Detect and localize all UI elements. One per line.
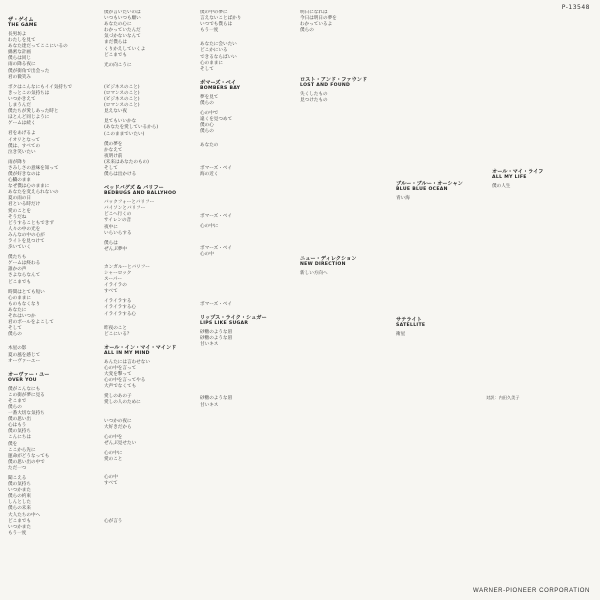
lyric-line: 甘いキス [200, 342, 219, 348]
lyric-line: 心臓のまま [8, 178, 31, 184]
lyric-line: ゲームは終わる [8, 261, 41, 267]
lyric-line: こんにちは [8, 435, 31, 441]
lyric-line: あなたに [8, 307, 27, 313]
lyric-line: 誰かの声 [8, 267, 27, 273]
lyric-line: ほとんど同じように [8, 115, 50, 121]
stanza-gap [200, 485, 292, 489]
lyric-line: (未来はあなたのもの) [104, 159, 149, 165]
lyric-line: できるならばいい [200, 54, 237, 60]
stanza-gap [104, 549, 196, 553]
lyric-line: (このままでいたい) [104, 131, 145, 137]
lyric-line: 運命がどうなっても [8, 453, 50, 459]
stanza-gap [300, 66, 392, 70]
lyric-line: 大人たちの中へ [8, 512, 41, 518]
lyric-line: しんとした [8, 500, 31, 506]
lyric-line: イオリとなって [8, 137, 41, 143]
lyric-line: 新しい方向へ [300, 270, 328, 276]
lyric-line: そこまで [8, 398, 27, 404]
lyric-line: 僕らの約束 [8, 494, 31, 500]
lyric-line: イライラの [104, 283, 127, 289]
lyric-line: 心の中 [104, 475, 118, 481]
lyric-line: もう一度 [8, 530, 27, 536]
lyric-line: わかっていたんだ [104, 28, 141, 34]
lyric-column-1 [8, 10, 100, 578]
lyric-line: 心のままに [8, 295, 31, 301]
lyric-line: (ロマンスのこと) [104, 90, 140, 96]
lyric-line: いつもいつも願い [104, 16, 141, 22]
lyric-column-3 [200, 10, 292, 578]
song-title-en: LIPS LIKE SUGAR [200, 321, 249, 327]
lyric-line: 僕が街角で出会った [8, 68, 50, 74]
lyric-line: 僕の中の夢に [200, 10, 228, 15]
stanza-gap [396, 398, 488, 402]
lyric-line: 僕の人生 [492, 184, 511, 189]
lyric-line: 人々の中の光を [8, 226, 41, 232]
lyric-line: 大好きだから [104, 424, 132, 430]
stanza-gap [492, 294, 584, 298]
stanza-gap [492, 158, 584, 162]
lyric-line: 衛星 [396, 332, 406, 338]
stanza-gap [396, 306, 488, 310]
lyric-line: 心の中に [104, 450, 123, 456]
lyric-line: 心の中に [200, 223, 219, 229]
lyric-line: ボマーズ・ベイ [200, 245, 232, 251]
lyric-line: イライラする心 [104, 305, 137, 311]
lyric-line: 僕が言いたいのは [104, 10, 141, 15]
lyric-line: どこまでも [104, 52, 127, 58]
lyric-line: スーパー [104, 277, 122, 283]
lyric-line: わたしを見て [8, 38, 36, 44]
lyric-line: 綿密な計画 [8, 50, 31, 56]
lyric-line: バイソンとバリフー [104, 206, 146, 212]
lyric-line: 昨夜のこと [104, 325, 127, 331]
lyric-line: 聞こえる [8, 476, 27, 481]
song-title-jp: ブルー・ブルー・オーシャン [396, 181, 463, 187]
lyric-line: サイレンの音 [104, 218, 132, 224]
lyric-column-5 [396, 10, 488, 578]
song-title-en: NEW DIRECTION [300, 261, 346, 267]
song-title-jp: オール・イン・マイ・マインド [104, 344, 177, 351]
lyric-line: それはいつか [8, 314, 36, 320]
song-title-jp: ロスト・アンド・ファウンド [300, 77, 368, 84]
lyric-line: 言えないことばかり [200, 16, 242, 22]
lyric-line: 泣き笑いたい [8, 149, 36, 155]
lyric-line: なぜ僕は心のままに [8, 184, 50, 190]
lyric-line: 僕らの [8, 332, 22, 338]
lyric-line: 愛のことを [8, 208, 31, 214]
lyric-line: ただ一つ [8, 465, 27, 471]
lyric-line: さよならなんて [8, 273, 41, 279]
lyric-line: 大変を撃って [104, 372, 132, 378]
song-title-jp: ザ・ゲイム [8, 17, 34, 23]
lyric-line: 僕の気持ち [8, 429, 31, 435]
lyric-line: そして [104, 165, 118, 171]
lyric-line: 見えない夜 [104, 109, 127, 115]
lyric-column-6 [492, 10, 584, 578]
lyric-line: イライラする [104, 299, 132, 305]
lyric-line: 僕の思い出の中で [8, 459, 45, 465]
lyric-line: 夜中に [104, 224, 118, 230]
song-title-en: BLUE BLUE OCEAN [396, 187, 448, 192]
lyric-line: 心が言う [104, 519, 123, 525]
stanza-gap [396, 170, 488, 174]
lyric-line: ゲームは続く [8, 121, 36, 127]
catalog-number: P-13548 [561, 4, 590, 11]
lyric-line: くりかえしていくよ [104, 46, 146, 52]
song-title-en: SATELLITE [396, 323, 426, 329]
lyric-line: (ビジネスのこと) [104, 84, 140, 90]
lyric-line: どこまでも [8, 279, 31, 285]
lyric-line: あなたの心に [104, 22, 132, 28]
lyric-line: ものもなくなり [8, 301, 41, 307]
song-title-jp: リップス・ライク・シュガー [200, 315, 267, 322]
lyric-line: 僕らは出かける [104, 172, 137, 178]
translator-credit: 対訳：内田久美子 [486, 395, 520, 400]
lyric-line: 木星の影 [8, 346, 27, 352]
lyric-line: 海の近く [200, 171, 219, 177]
lyric-line: 砂糖のような唇 [200, 330, 233, 336]
stanza-gap [300, 245, 392, 249]
lyric-line: 君の微笑み [8, 74, 31, 80]
lyric-line: 夜明け前 [104, 153, 123, 159]
lyric-line: 遠くを見つめて [200, 117, 233, 123]
lyric-line: 心のままに [200, 60, 223, 66]
lyric-line: 僕の心 [200, 123, 214, 129]
lyric-line: ボマーズ・ベイ [200, 213, 232, 219]
lyric-line: きっとこの気持ちは [8, 90, 50, 96]
lyric-line: 長男坊よ [8, 32, 27, 37]
lyric-line: どこへ行くの [104, 212, 132, 218]
lyric-line: 今日は明日の夢を [300, 16, 337, 22]
stanza-gap [300, 401, 392, 405]
song-title-en: BEDBUGS AND BALLYHOO [104, 191, 177, 197]
lyric-line: 雨が降り [8, 159, 27, 165]
lyric-line: ボクはこんなにもイイ気持ちで [8, 84, 73, 90]
lyric-column-2 [104, 10, 196, 578]
lyric-line: イライラする心 [104, 311, 137, 317]
lyric-line: かなえて [104, 147, 123, 153]
lyric-line: 僕が好きなのは [8, 171, 41, 177]
lyric-line: 愛しの人のために [104, 400, 141, 406]
lyric-line: 心の中で [200, 111, 219, 117]
lyric-line: 青い海 [396, 196, 410, 201]
song-title-en: ALL IN MY MIND [104, 350, 150, 356]
lyric-line: もう一度 [200, 28, 219, 34]
lyric-line: シャーロック [104, 271, 132, 276]
lyric-line: 光の向こうに [104, 62, 132, 68]
lyric-line: 甘いキス [200, 402, 219, 408]
lyric-line: 僕がこんなにも [8, 386, 41, 392]
lyric-line: 僕らの [300, 28, 314, 34]
lyric-line: いつかまた [8, 488, 31, 494]
lyric-line: あなた達だってここにいるの [8, 44, 68, 50]
song-title-jp: ベッドバグズ & バリフー [104, 185, 164, 192]
lyric-line: 砂糖のような唇 [200, 396, 233, 402]
lyric-column-4 [300, 10, 392, 578]
lyric-line: 愛しのあの子 [104, 394, 132, 400]
lyric-line: どこまでも [8, 518, 31, 524]
song-title-jp: ニュー・ディレクション [300, 255, 357, 262]
song-title-en: THE GAME [8, 23, 38, 28]
lyric-line: あなたを変えられないの [8, 190, 59, 196]
lyric-line: そして [200, 66, 214, 72]
lyric-line: 心の中 [200, 251, 214, 257]
lyric-line: 君をあげるよ [8, 131, 36, 137]
publisher-footer: WARNER-PIONEER CORPORATION [473, 588, 590, 594]
lyric-line: 僕らは [104, 240, 118, 246]
lyric-line: いつでも僕らは [200, 22, 233, 28]
lyric-line: この街が夢に見る [8, 392, 45, 398]
lyric-line: すべて [104, 289, 118, 295]
lyric-line: 僕の思い出 [8, 417, 31, 423]
lyric-line: 僕の気持ち [8, 482, 31, 488]
lyric-line: 僕らの [200, 100, 214, 106]
lyric-line: 雨の降る夜に [8, 62, 36, 68]
lyric-line: 僕の夢を [104, 141, 123, 147]
lyric-line: しまうんだ [8, 103, 31, 109]
lyric-line: いつかの夜に [104, 418, 132, 424]
lyric-line: いつかきえて [8, 96, 36, 102]
lyric-line: 一番大切な気持ち [8, 411, 45, 417]
lyric-line: 夏の風を感じて [8, 352, 41, 358]
lyric-line: 失くしたもの [300, 92, 328, 98]
song-title-en: OVER YOU [8, 377, 37, 383]
lyric-line: 君のボールをよこして [8, 320, 54, 326]
lyric-line: どこかにいる [200, 48, 228, 54]
lyric-line: 君といる時だけ [8, 202, 41, 208]
lyric-line: あなたの [200, 143, 219, 149]
lyric-line: 僕は、すべての [8, 143, 41, 149]
lyric-line: 夢を見て [200, 94, 219, 100]
lyric-line: ぜんぶ見せたい [104, 440, 137, 446]
lyric-line: 心の中を言ってやる [104, 378, 146, 384]
lyric-line: 歩いていく [8, 245, 31, 251]
lyric-line: さみしさの意味を知って [8, 165, 59, 171]
lyric-line: わかっているよ [300, 22, 333, 28]
lyric-line: いらいらする [104, 230, 132, 236]
lyric-line: 僕らは同じ [8, 56, 31, 62]
lyric-line: 僕たちも [8, 255, 27, 261]
lyric-line: オーヴァーユー [8, 358, 41, 364]
lyric-line: (あなたを愛しているから) [104, 125, 159, 131]
lyric-line: 夏の雨の日 [8, 196, 31, 202]
lyric-line: 心はもう [8, 423, 27, 429]
lyric-line: 僕たちが愛しあった時と [8, 109, 59, 115]
song-title-en: BOMBERS BAY [200, 85, 241, 91]
lyric-line: みんなの中の心が [8, 232, 45, 238]
lyric-line: ボマーズ・ベイ [200, 302, 232, 308]
lyric-line: ボマーズ・ベイ [200, 165, 232, 171]
lyric-line: ライトを見つけて [8, 239, 45, 244]
lyric-line: どこにいる？ [104, 331, 132, 337]
lyric-line: どうすることもできず [8, 220, 54, 226]
lyric-line: そうだね [8, 214, 27, 220]
song-title-jp: オール・マイ・ライフ [492, 169, 544, 175]
lyric-line: 見つけたもの [300, 98, 328, 104]
lyric-line: 気づかないなんて [104, 34, 141, 40]
lyric-line: ぜんぶ夢中 [104, 246, 127, 252]
lyric-line: カンガルーとバリフー [104, 264, 150, 270]
lyric-line: 愛のこと [104, 456, 123, 462]
lyric-line: 心の中を言って [104, 365, 137, 371]
lyric-line: すべて [104, 481, 118, 487]
lyric-line: ここから先に [8, 447, 36, 453]
lyric-line: バックフォーとバリフー [104, 200, 155, 206]
lyric-line: そして [8, 326, 22, 332]
lyric-line: 僕を [8, 441, 18, 447]
lyric-line: 心の中を [104, 434, 123, 440]
lyric-line: あなたに会いたい [200, 42, 237, 48]
song-title-jp: サテライト [396, 317, 422, 324]
lyric-line: 時間はとても短い [8, 289, 45, 295]
lyric-line: 僕らの [200, 129, 214, 135]
song-title-jp: ボマーズ・ベイ [200, 79, 237, 86]
lyric-line: (ビジネスのこと) [104, 97, 140, 103]
lyric-line: まだ僕らは [104, 40, 127, 46]
song-title-jp: オーヴァー・ユー [8, 371, 50, 378]
lyric-line: 明日になれば [300, 10, 328, 15]
lyric-line: 僕らの [8, 404, 22, 410]
song-title-en: ALL MY LIFE [492, 175, 527, 180]
lyric-line: 僕らの未来 [8, 506, 31, 512]
lyric-line: 砂糖のような唇 [200, 336, 233, 342]
lyric-line: いつかまた [8, 524, 31, 530]
song-title-en: LOST AND FOUND [300, 83, 351, 89]
lyric-line: (ロマンスのこと) [104, 103, 140, 109]
lyric-line: 大声でなくても [104, 384, 137, 390]
lyric-line: あんたには言わせない [104, 359, 150, 365]
lyric-line: 見てもいいかな [104, 119, 137, 125]
